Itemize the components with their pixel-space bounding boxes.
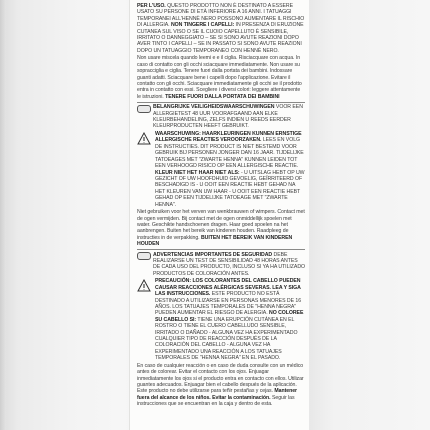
sensitivity-test-icon — [137, 105, 151, 113]
text-paragraph — [137, 55, 305, 100]
paragraph-lead: ADVERTENCIAS IMPORTANTES DE SEGURIDAD — [153, 251, 273, 258]
package-right-surface — [309, 0, 430, 430]
paragraph-lead: PRECAUCIÓN: LOS COLORANTES DEL CABELLO PUEDEN CAUSAR REACCIONES ALÉRGICAS SEVERAS. LEA Y SIGA LAS INSTRUCCIONES. — [155, 278, 301, 298]
text-paragraph — [137, 209, 305, 247]
paragraph-bold: NO COLOREE SU CABELLO SI: — [155, 310, 304, 323]
paragraph-lead: WAARSCHUWING: HAARKLEURINGEN KUNNEN ERNSTIGE ALLERGISCHE REACTIES VEROORZAKEN. — [155, 131, 302, 144]
package-left-edge — [0, 0, 6, 430]
paragraph-text: ESTE PRODUCTO NO ESTÁ DESTINADO A UTILIZARSE EN PERSONAS MENORES DE 16 AÑOS. LOS TATUAJES TEMPORALES DE "HENNA NEGRA" PUEDEN AUMENTAR EL RIESGO DE ALERGIA. — [155, 291, 302, 317]
warning-triangle-icon — [137, 279, 151, 292]
warning-triangle-icon — [137, 132, 151, 145]
paragraph-bold: Mantener fuera del alcance de los niños. Evitar la contaminación. — [137, 388, 298, 401]
paragraph-bold: TENERE FUORI DALLA PORTATA DEI BAMBINI — [165, 93, 280, 100]
warning-label-strip — [130, 0, 309, 430]
warning-text-column — [130, 0, 309, 408]
paragraph-bold: NON TINGERE I CAPELLI: — [170, 22, 235, 29]
paragraph-text: En caso de cualquier reacción o en caso de duda consulte con un médico antes de colorear. Evitar el contacto con los ojos. Enjuagar inmediatamente los ojos si el producto entra en contacto con ellos. Utilizar guantes adecuados. Enjuagar bien el cabello después de la aplicación. Este producto no debe utilizarse para teñir pestañas y cejas. — [137, 362, 304, 395]
paragraph-rest: TIENE UNA ERUPCIÓN CUTÁNEA EN EL ROSTRO O TIENE EL CUERO CABELLUDO SENSIBLE, IRRITADO O DAÑADO - ALGUNA VEZ HA EXPERIMENTADO CUALQUIER TIPO DE REACCIÓN DESPUÉS DE LA COLORACIÓN DEL CABELLO - ALGUNA VEZ HA EXPERIMENTADO UNA REACCIÓN A LOS TATUAJES TEMPORALES DE "HENNA NEGRA" EN EL PASADO. — [155, 316, 298, 362]
paragraph-rest: IN PRESENZA DI ERUZIONE CUTANEA SUL VISO O SE IL CUOIO CAPELLUTO È SENSIBILE, IRRITATO O DANNEGGIATO – SE SI SONO AVUTE REAZIONI DOPO AVER TINTO I CAPELLI – SE IN PASSATO SI SONO AVUTE REAZIONI DOPO UN TATUAGGIO TEMPORANEO CON HENNÈ NERO. — [137, 22, 304, 54]
paragraph-rest: - U UITSLAG HEBT OP UW GEZICHT OF UW HOOFDHUID GEVOELIG, GEÏRRITEERD OF BESCHADIGD IS - U OOIT EEN REACTIE HEBT GEHAD NA HET KLEUREN VAN UW HAAR - U OOIT EEN REACTIE HEBT GEHAD OP EEN TIJDELIJKE TATOEAGE MET "ZWARTE HENNA". — [155, 169, 305, 208]
text-paragraph — [137, 3, 305, 54]
paragraph-text: VOOR EEN ALLERGIETEST 48 UUR VOORAFGAAND AAN ELKE KLEURBEHANDELING, ZELFS INDIEN U REEDS EERDER KLEURPRODUCTEN HEEFT GEBRUIKT. — [153, 104, 303, 130]
paragraph-rest: Seguir las instrucciones que se encuentran en la caja y dentro de esta. — [137, 394, 295, 408]
paragraph-text: DEBE REALIZARSE UN TEST DE SENSIBILIDAD 48 HORAS ANTES DE CADA USO DEL PRODUCTO, INCLUSO SI YA HA UTILIZADO PRODUCTOS DE COLORACIÓN ANTES. — [153, 251, 306, 277]
safety-heading-paragraph — [137, 252, 305, 278]
sensitivity-test-icon — [137, 252, 151, 260]
paragraph-bold: KLEUR NIET HET HAAR NIET ALS: — [155, 169, 240, 176]
paragraph-text: QUESTO PRODOTTO NON È DESTINATO A ESSERE USATO SU PERSONE DI ETÀ INFERIORE A 16 ANNI. I TATUAGGI TEMPORANEI ALL'HENNÈ NERO POSSONO AUMENTARE IL RISCHIO DI ALLERGIA. — [137, 3, 305, 29]
warning-paragraph — [137, 131, 305, 208]
paragraph-bold: BUITEN HET BEREIK VAN KINDEREN HOUDEN — [137, 234, 293, 248]
paragraph-lead: PER L'USO. — [137, 3, 166, 9]
language-divider — [137, 249, 305, 250]
safety-heading-paragraph — [137, 104, 305, 130]
language-divider — [137, 102, 305, 103]
paragraph-lead: BELANGRIJKE VEILIGHEIDSWAARSCHUWINGEN — [153, 104, 275, 111]
paragraph-text: LEES EN VOLG DE INSTRUCTIES. DIT PRODUCT IS NIET BESTEMD VOOR GEBRUIK BIJ PERSONEN JONGER DAN 16 JAAR. TIJDELIJKE TATOEAGES MET "ZWARTE HENNA" KUNNEN LEIDEN TOT EEN VERHOOGD RISICO OP EEN ALLERGISCHE REACTIE. — [155, 137, 304, 170]
text-paragraph — [137, 363, 305, 408]
warning-paragraph — [137, 278, 305, 361]
paragraph-text: Niet gebruiken voor het verven van wenkbrauwen of wimpers. Contact met de ogen vermijden. Bij contact met de ogen onmiddellijk spoelen met water. Geschikte handschoenen dragen. Haar goed spoelen na het aanbrengen. Buiten het bereik van kinderen houden. Raadpleeg de instructies in de verpakking. — [137, 209, 305, 241]
paragraph-text: Non usare miscela quando leemi e e il ciglia. Risciacquare con acqua. In caso di contatto con gli occhi sciacquare immediatamente. Non usare su sopracciglia e ciglia. Tenere fuori dalla portata dei bambini. Indossare guanti adatti. Sciacquare bene i capelli dopo l'applicazione. Evitare il contatto con gli occhi. Sciacquare immediatamente gli occhi se il prodotto entra in contatto con essi. Scegliere i diversi colori: leggere attentamente le istruzioni. — [137, 55, 302, 100]
